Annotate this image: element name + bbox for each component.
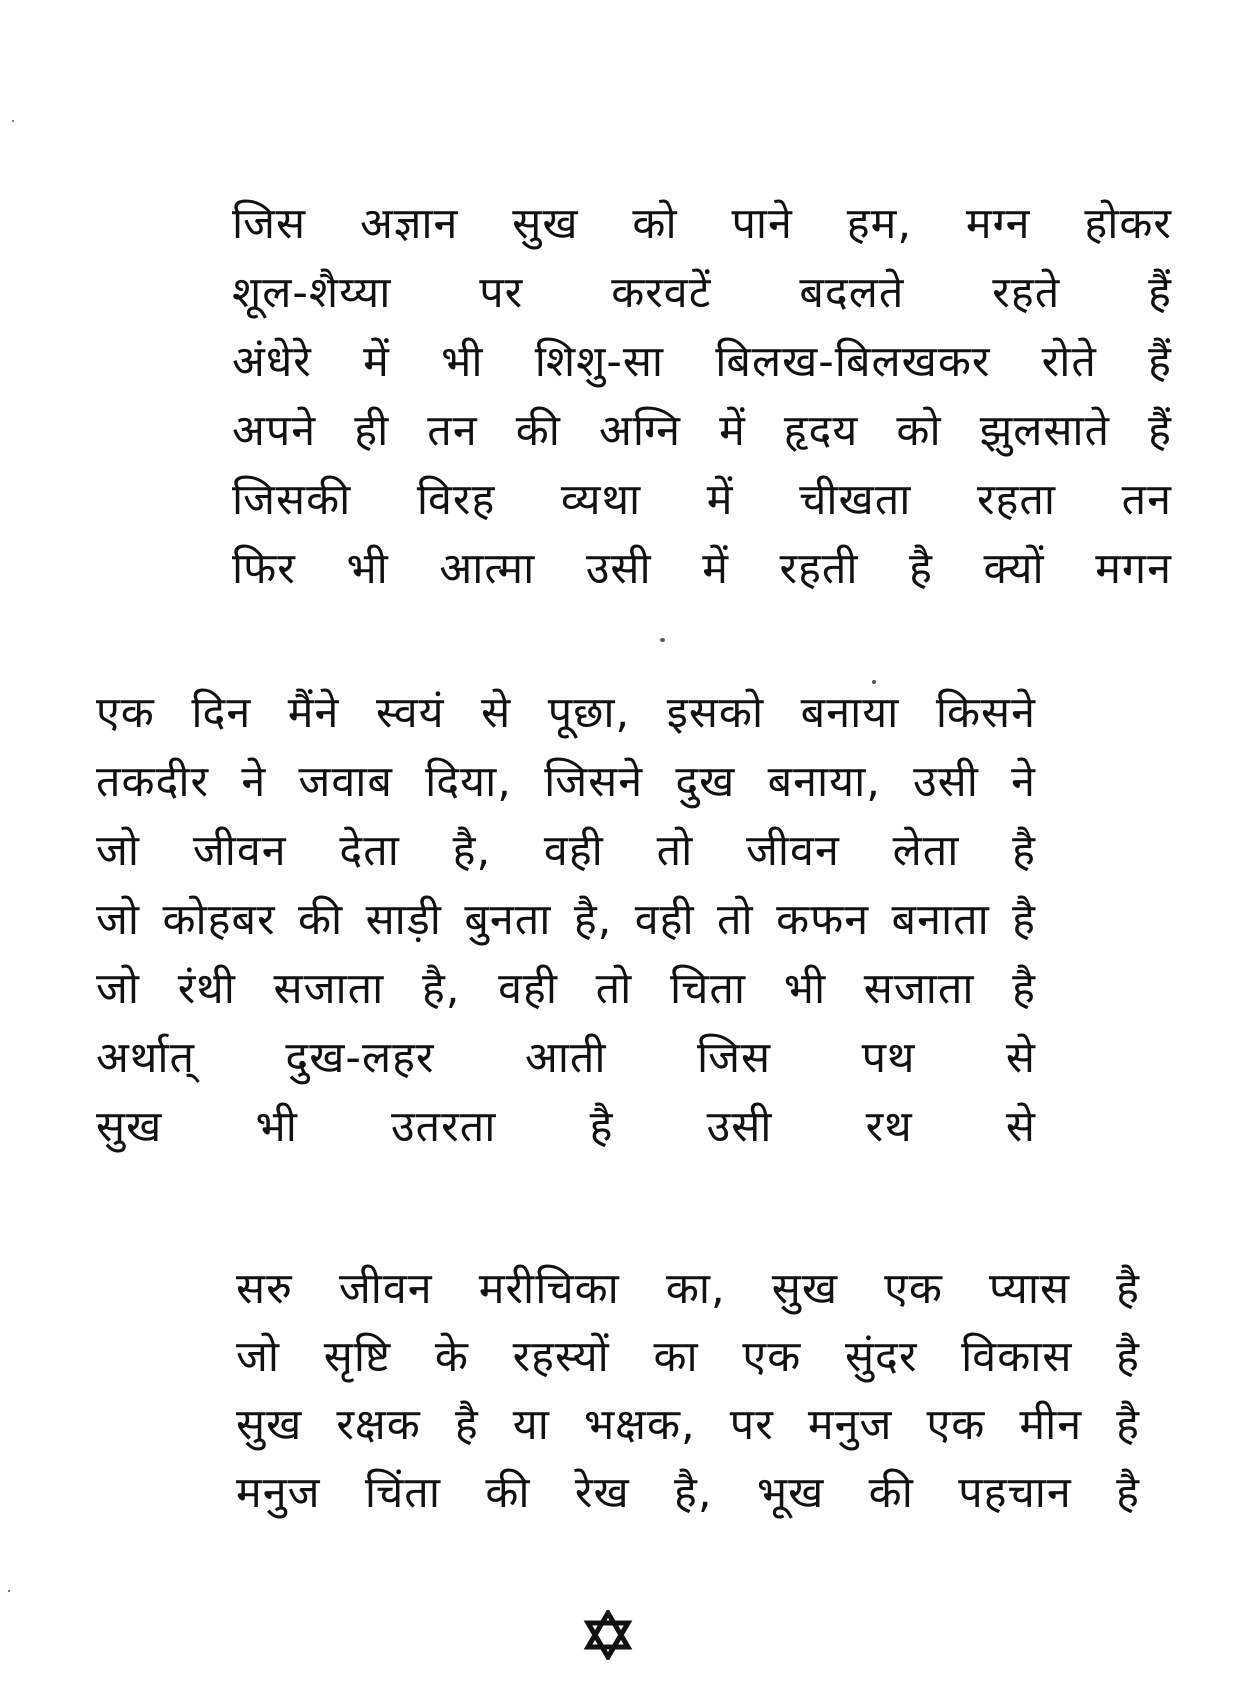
poem-line: तकदीर ने जवाब दिया, जिसने दुख बनाया, उसी ने bbox=[96, 757, 1036, 807]
poem-line: शूल-शैय्या पर करवटें बदलते रहते हैं bbox=[232, 268, 1172, 318]
poem-line: जो जीवन देता है, वही तो जीवन लेता है bbox=[96, 826, 1036, 876]
poem-line: एक दिन मैंने स्वयं से पूछा, इसको बनाया किसने bbox=[96, 688, 1036, 738]
poem-line: अंधेरे में भी शिशु-सा बिलख-बिलखकर रोते हैं bbox=[232, 337, 1172, 387]
poem-line: मनुज चिंता की रेख है, भूख की पहचान है bbox=[236, 1468, 1140, 1518]
poem-line: जिस अज्ञान सुख को पाने हम, मग्न होकर bbox=[232, 199, 1172, 249]
scan-speck bbox=[872, 680, 876, 684]
poem-line: सुख रक्षक है या भक्षक, पर मनुज एक मीन है bbox=[236, 1400, 1140, 1450]
scan-speck bbox=[660, 638, 665, 642]
scan-speck bbox=[12, 120, 14, 122]
poem-line: अपने ही तन की अग्नि में हृदय को झुलसाते हैं bbox=[232, 406, 1172, 456]
poem-line: अर्थात् दुख-लहर आती जिस पथ से bbox=[96, 1033, 1036, 1083]
poem-line: सरु जीवन मरीचिका का, सुख एक प्यास है bbox=[236, 1264, 1140, 1314]
stanza-1 bbox=[232, 190, 1172, 604]
poem-line: फिर भी आत्मा उसी में रहती है क्यों मगन bbox=[232, 544, 1172, 594]
poem-line: सुख भी उतरता है उसी रथ से bbox=[96, 1102, 1036, 1152]
poem-line: जो कोहबर की साड़ी बुनता है, वही तो कफन बनाता है bbox=[96, 895, 1036, 945]
poem-line: जो रंथी सजाता है, वही तो चिता भी सजाता है bbox=[96, 964, 1036, 1014]
poem-line: जिसकी विरह व्यथा में चीखता रहता तन bbox=[232, 475, 1172, 525]
stanza-2 bbox=[96, 679, 1036, 1162]
poem-line: जो सृष्टि के रहस्यों का एक सुंदर विकास है bbox=[236, 1332, 1140, 1382]
scan-speck bbox=[8, 1590, 10, 1592]
star-of-david-icon bbox=[583, 1610, 633, 1660]
stanza-3 bbox=[236, 1255, 1140, 1527]
